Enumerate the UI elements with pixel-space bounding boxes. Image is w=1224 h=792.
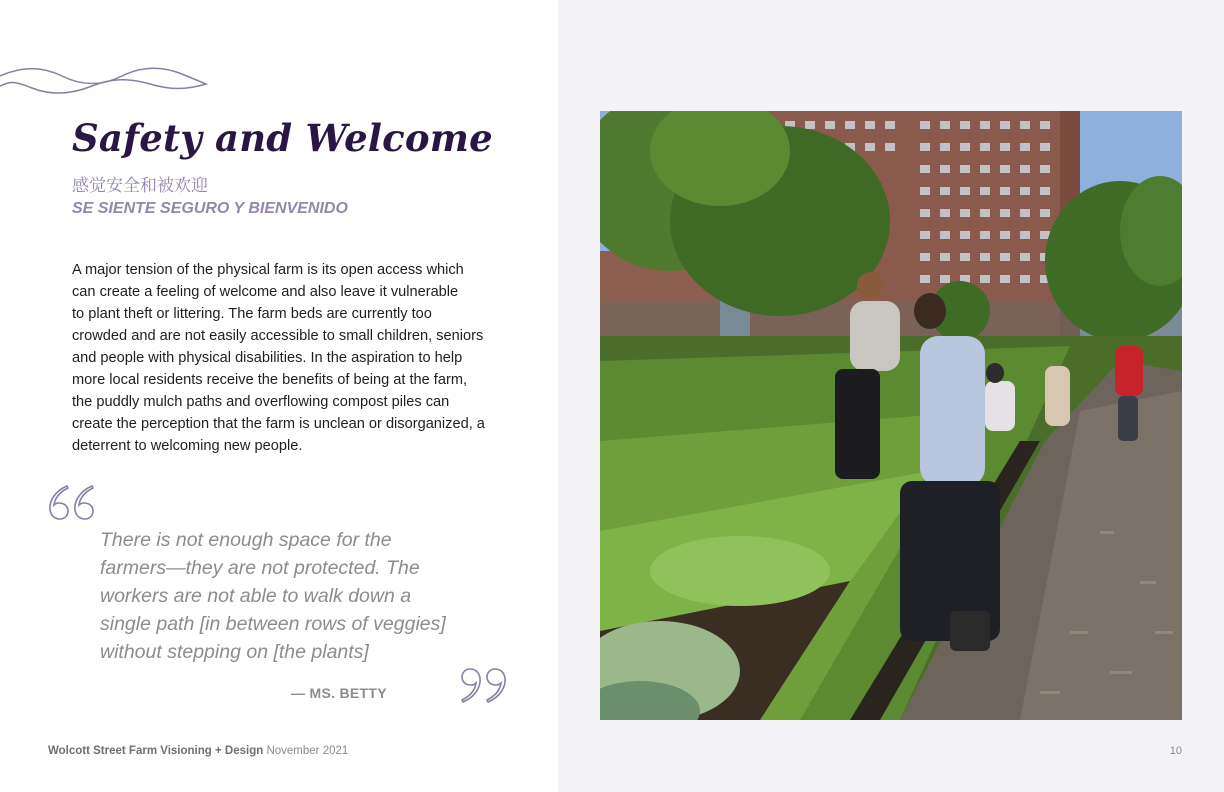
farm-photo <box>600 111 1182 720</box>
footer-publication: Wolcott Street Farm Visioning + Design <box>48 745 264 757</box>
page-title: Safety and Welcome <box>72 116 493 160</box>
subtitle-chinese: 感觉安全和被欢迎 <box>72 176 208 196</box>
quote-line: workers are not able to walk down a <box>100 585 412 607</box>
body-line: the puddly mulch paths and overflowing compost piles can <box>72 394 450 410</box>
body-line: more local residents receive the benefits of being at the farm, <box>72 372 468 388</box>
quote-line: without stepping on [the plants] <box>100 641 369 663</box>
body-paragraph <box>72 259 512 457</box>
quote-line: farmers—they are not protected. The <box>100 557 420 579</box>
quote-line: There is not enough space for the <box>100 529 392 551</box>
close-quote-icon <box>458 667 508 705</box>
open-quote-icon <box>47 483 97 521</box>
body-line: and people with physical disabilities. In the aspiration to help <box>72 350 463 366</box>
pull-quote <box>100 526 446 666</box>
body-line: to plant theft or littering. The farm beds are currently too <box>72 306 432 322</box>
body-line: create the perception that the farm is unclean or disorganized, a <box>72 416 485 432</box>
page-number: 10 <box>1169 745 1182 757</box>
subtitle-spanish: SE SIENTE SEGURO Y BIENVENIDO <box>72 200 348 217</box>
quote-line: single path [in between rows of veggies] <box>100 613 446 635</box>
body-line: A major tension of the physical farm is its open access which <box>72 262 464 278</box>
body-line: can create a feeling of welcome and also leave it vulnerable <box>72 284 459 300</box>
left-page <box>0 0 558 792</box>
quote-attribution: — MS. BETTY <box>291 685 387 701</box>
wave-decoration-icon <box>0 62 212 98</box>
body-line: crowded and are not easily accessible to small children, seniors <box>72 328 484 344</box>
body-line: deterrent to welcoming new people. <box>72 438 303 454</box>
footer <box>48 745 348 757</box>
footer-date: November 2021 <box>266 745 349 757</box>
